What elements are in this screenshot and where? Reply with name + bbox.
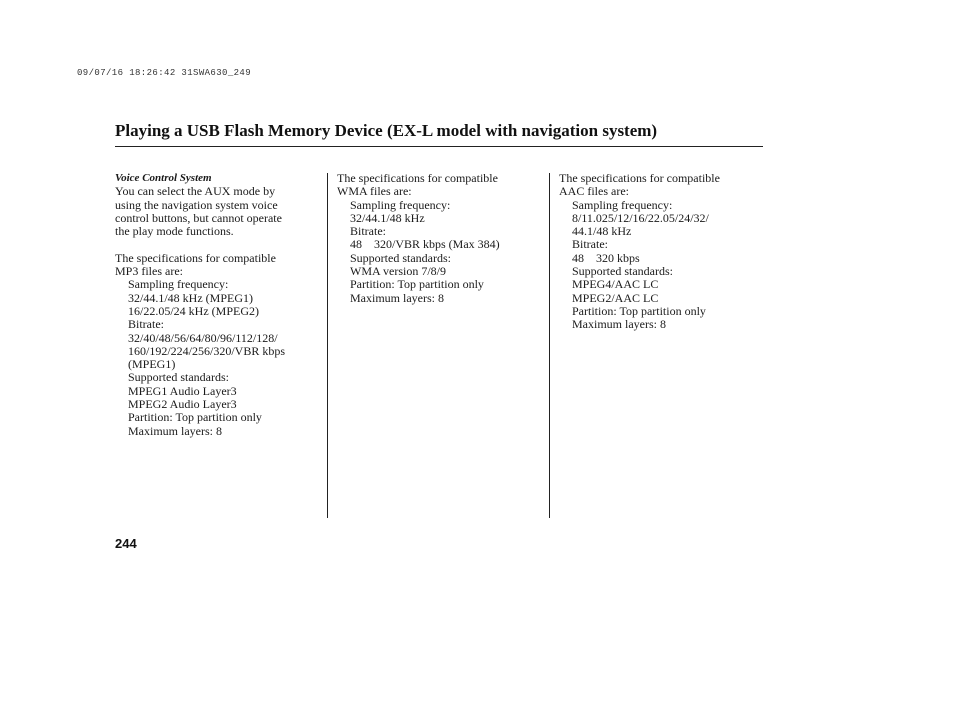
spec-line: 48 320/VBR kbps (Max 384) — [350, 237, 500, 252]
spec-line: Supported standards: — [350, 250, 451, 265]
spec-line: Partition: Top partition only — [128, 410, 262, 425]
spec-line: 44.1/48 kHz — [572, 224, 632, 239]
spec-line: (MPEG1) — [128, 357, 176, 372]
column-divider — [549, 173, 550, 518]
spec-intro-line: The specifications for compatible — [559, 171, 720, 185]
page-number: 244 — [115, 536, 137, 551]
column-mp3 — [115, 172, 320, 438]
spec-line: Partition: Top partition only — [350, 277, 484, 292]
spec-line: Bitrate: — [572, 237, 608, 252]
spec-line: Partition: Top partition only — [572, 303, 706, 318]
title-rule — [115, 146, 763, 147]
spec-line: Maximum layers: 8 — [350, 290, 444, 305]
spec-line: 16/22.05/24 kHz (MPEG2) — [128, 303, 259, 318]
print-timestamp: 09/07/16 18:26:42 31SWA630_249 — [77, 68, 252, 78]
spec-line: Supported standards: — [128, 370, 229, 385]
intro-line: control buttons, but cannot operate — [115, 210, 282, 225]
spec-line: Sampling frequency: — [128, 277, 229, 292]
spec-line: Supported standards: — [572, 264, 673, 279]
spec-line: Bitrate: — [350, 224, 386, 239]
spec-line: MPEG1 Audio Layer3 — [128, 383, 237, 398]
intro-line: You can select the AUX mode by — [115, 184, 276, 199]
spec-line: 32/40/48/56/64/80/96/112/128/ — [128, 330, 278, 345]
spec-line: WMA version 7/8/9 — [350, 264, 446, 279]
intro-line: the play mode functions. — [115, 224, 234, 239]
spec-line: Bitrate: — [128, 317, 164, 332]
spec-line: Sampling frequency: — [572, 197, 673, 212]
spec-line: Maximum layers: 8 — [572, 317, 666, 332]
spec-intro-line: The specifications for compatible — [115, 250, 276, 265]
spec-line: Maximum layers: 8 — [128, 423, 222, 438]
paragraph-gap — [115, 238, 320, 251]
spec-line: 32/44.1/48 kHz (MPEG1) — [128, 290, 253, 305]
page-title: Playing a USB Flash Memory Device (EX-L model with navigation system) — [115, 121, 658, 140]
spec-intro-line: AAC files are: — [559, 184, 629, 199]
spec-intro-line: MP3 files are: — [115, 264, 183, 279]
spec-line: 8/11.025/12/16/22.05/24/32/ — [572, 210, 709, 225]
section-heading: Voice Control System — [115, 172, 212, 184]
intro-line: using the navigation system voice — [115, 197, 278, 212]
spec-line: MPEG2/AAC LC — [572, 290, 659, 305]
column-aac — [559, 172, 764, 332]
spec-line: MPEG4/AAC LC — [572, 277, 659, 292]
spec-line: 160/192/224/256/320/VBR kbps — [128, 343, 286, 358]
spec-line: 32/44.1/48 kHz — [350, 210, 425, 225]
spec-line: 48 320 kbps — [572, 250, 640, 265]
spec-intro-line: WMA files are: — [337, 184, 412, 199]
spec-line: MPEG2 Audio Layer3 — [128, 397, 237, 412]
spec-line: Sampling frequency: — [350, 197, 451, 212]
spec-intro-line: The specifications for compatible — [337, 171, 498, 185]
column-wma — [337, 172, 542, 305]
column-divider — [327, 173, 328, 518]
